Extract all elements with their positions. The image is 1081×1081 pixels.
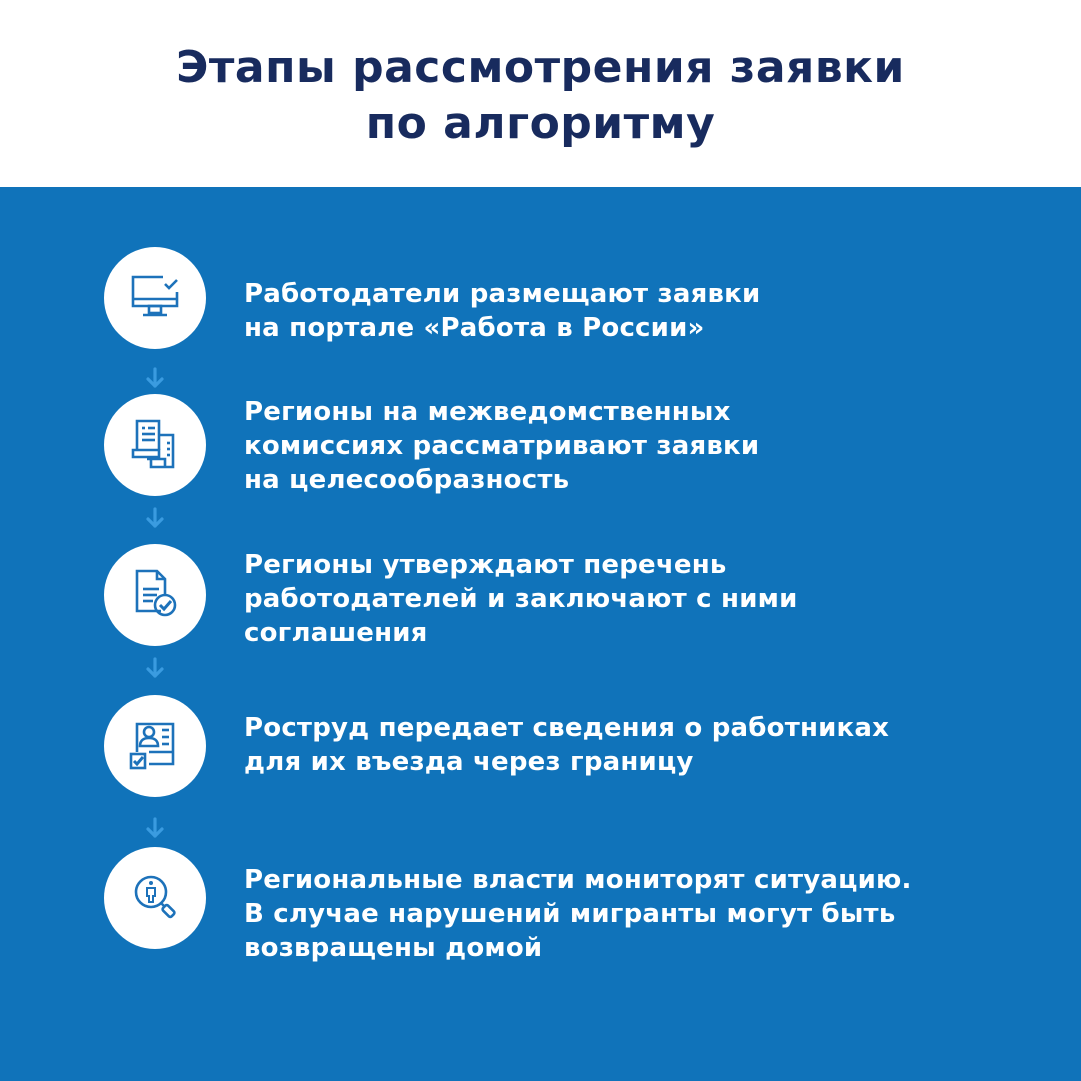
arrow-down-icon	[145, 657, 165, 679]
step-5-line-2: В случае нарушений мигранты могут быть	[244, 899, 896, 929]
step-3-line-2: работодателей и заключают с ними	[244, 584, 798, 614]
arrow-down-icon	[145, 367, 165, 389]
step-2-text	[244, 395, 759, 497]
page-title	[0, 40, 1081, 152]
step-2-line-2: комиссиях рассматривают заявки	[244, 431, 760, 461]
step-5-line-3: возвращены домой	[244, 933, 543, 963]
step-3-text	[244, 548, 798, 650]
title-line-1: Этапы рассмотрения заявки	[176, 42, 905, 93]
arrow-down-icon	[145, 507, 165, 529]
personal-record-check-icon	[125, 716, 185, 776]
step-1-line-1: Работодатели размещают заявки	[244, 279, 761, 309]
header	[0, 0, 1081, 187]
step-1-icon-circle	[104, 247, 206, 349]
step-1-line-2: на портале «Работа в России»	[244, 313, 705, 343]
steps-panel	[0, 187, 1081, 1081]
step-2-icon-circle	[104, 394, 206, 496]
step-5-text	[244, 863, 912, 965]
step-4-icon-circle	[104, 695, 206, 797]
step-3-icon-circle	[104, 544, 206, 646]
step-4-line-2: для их въезда через границу	[244, 747, 694, 777]
step-4-line-1: Роструд передает сведения о работниках	[244, 713, 890, 743]
step-2-line-3: на целесообразность	[244, 465, 570, 495]
arrow-down-icon	[145, 817, 165, 839]
documents-icon	[125, 415, 185, 475]
title-line-2: по алгоритму	[365, 98, 716, 149]
step-5-icon-circle	[104, 847, 206, 949]
step-2-line-1: Регионы на межведомственных	[244, 397, 731, 427]
document-approved-icon	[125, 565, 185, 625]
step-5-line-1: Региональные власти мониторят ситуацию.	[244, 865, 912, 895]
step-1-text	[244, 277, 760, 345]
step-3-line-3: соглашения	[244, 618, 428, 648]
monitor-check-icon	[125, 268, 185, 328]
step-4-text	[244, 711, 889, 779]
step-3-line-1: Регионы утверждают перечень	[244, 550, 727, 580]
person-search-icon	[125, 868, 185, 928]
